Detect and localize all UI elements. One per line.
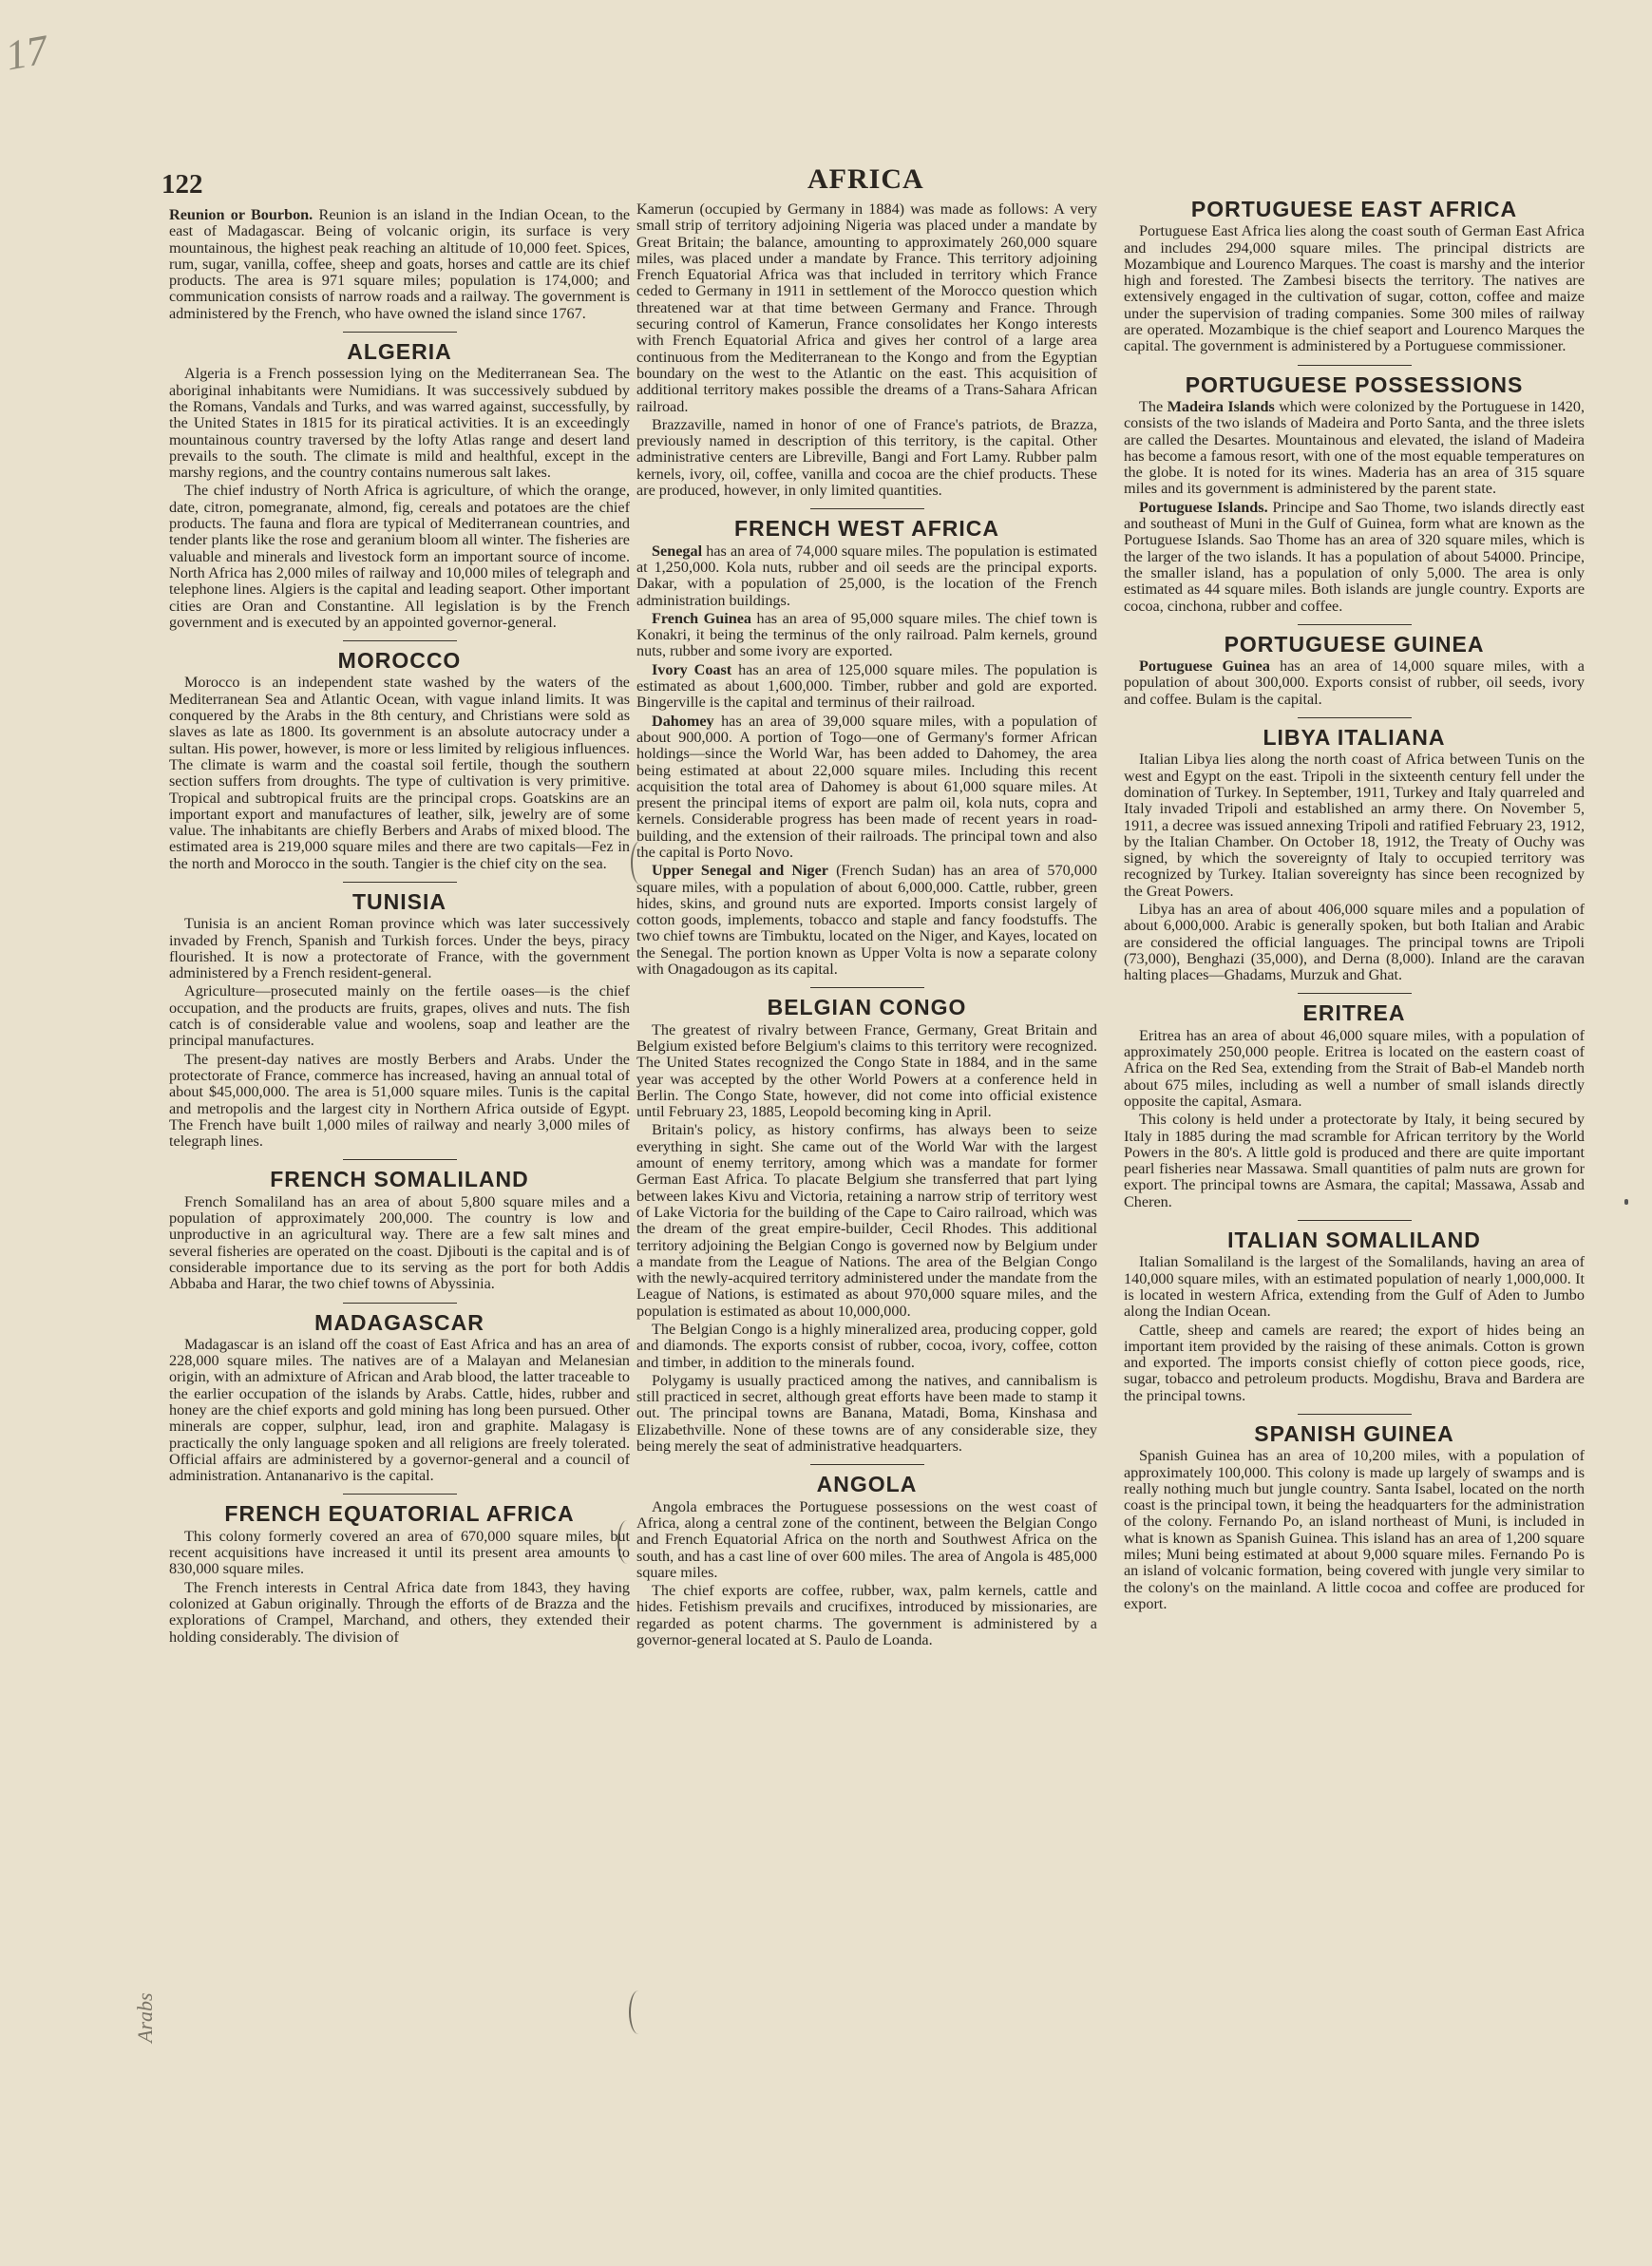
section-rule [1298, 365, 1412, 366]
section-rule [343, 640, 457, 641]
section-rule [1298, 624, 1412, 625]
madeira-pre: The [1139, 397, 1164, 415]
section-rule [1298, 993, 1412, 994]
ivory-coast-lead: Ivory Coast [652, 660, 732, 678]
heading-portuguese-east-africa: PORTUGUESE EAST AFRICA [1190, 197, 1518, 221]
heading-portuguese-possessions: PORTUGUESE POSSESSIONS [1185, 371, 1524, 397]
french-somaliland-p1: French Somaliland has an area of about 5,800 square miles and a population of approximately 200,000. The country is low and unproductive in an agricultural way. There are a few salt mines and several fisheries are operated on the coast. Djibouti is the capital and is of considerable importance due to its serving as the port for both Addis Abbaba and Harar, the two chief towns of Abyssinia. [169, 1192, 630, 1293]
italian-somaliland-p2: Cattle, sheep and camels are reared; the export of hides being an important item provided by the raising of these animals. Cotton is grown and exported. The imports consist chiefly of cotton piece goods, rice, sugar, tobacco and petroleum products. Mogdishu, Brava and Bardera are the principal towns. [1124, 1321, 1585, 1404]
section-rule [1298, 1414, 1412, 1415]
margin-note-arabs: Arabs [133, 1992, 157, 2043]
column-2 [636, 201, 1097, 1650]
eritrea-p1: Eritrea has an area of about 46,000 square miles, with a population of approximately 250,000 people. Eritrea is located on the eastern coast of Africa on the Red Sea, extending from the Strait of Bab-el Mandeb north about 675 miles, including as well a number of small islands directly opposite the capital, Asmara. [1124, 1026, 1585, 1110]
heading-libya-italiana: LIBYA ITALIANA [1263, 725, 1446, 751]
madeira-paragraph [1124, 399, 1585, 498]
dahomey-paragraph [636, 714, 1097, 862]
senegal-paragraph [636, 543, 1097, 609]
portuguese-islands-paragraph [1124, 500, 1585, 615]
column-3 [1124, 190, 1585, 1614]
portuguese-guinea-lead: Portuguese Guinea [1139, 657, 1270, 676]
section-rule [810, 508, 924, 509]
angola-p2: The chief exports are coffee, rubber, wax, palm kernels, cattle and hides. Fetishism prevails and crucifixes, introduced by missionaries, are regarded as potent charms. The government is administered by a governor-general located at S. Paulo de Loanda. [636, 1582, 1097, 1649]
tunisia-p3: The present-day natives are mostly Berbers and Arabs. Under the protectorate of France, commerce has increased, having an annual total of about $45,000,000. The area is 51,000 square miles. Tunis is the capital and metropolis and the largest city in Northern Africa outside of Egypt. The French have built 1,000 miles of railway and nearly 3,000 miles of telegraph lines. [169, 1050, 630, 1151]
heading-belgian-congo: BELGIAN CONGO [767, 995, 967, 1020]
heading-eritrea: ERITREA [1302, 1000, 1406, 1026]
section-rule [343, 882, 457, 883]
heading-french-west-africa: FRENCH WEST AFRICA [733, 516, 1000, 542]
margin-scribble [629, 1990, 648, 2034]
section-rule [343, 332, 457, 333]
kamerun-paragraph: Kamerun (occupied by Germany in 1884) was made as follows: A very small strip of territory adjoining Nigeria was placed under a mandate by Great Britain; the balance, amounting to approximately 260,000 square miles, was placed under a mandate by France. This territory adjoining French Equatorial Africa was that included in territory which France ceded to Germany in 1911 in settlement of the Morocco question which threatened war at that time between Germany and France. Through securing control of Kamerun, France consolidates her Kongo interests with French Equatorial Africa and gives her control of a large area continuous from the Mediterranean to the Kongo and from the Egyptian boundary on the west to the Atlantic on the east. This acquisition of additional territory makes possible the dreams of a Trans-Sahara African railroad. [636, 200, 1097, 415]
heading-portuguese-guinea: PORTUGUESE GUINEA [1224, 631, 1485, 657]
italian-somaliland-p1: Italian Somaliland is the largest of the Somalilands, having an area of 140,000 square miles, with an estimated population of nearly 1,000,000. It is located in western Africa, extending from the Gulf of Aden to Jumbo along the Indian Ocean. [1124, 1253, 1585, 1321]
eritrea-p2: This colony is held under a protectorate by Italy, it being secured by Italy in 1885 during the mad scramble for African territory by the World Powers in the 80's. A little gold is produced and there are quite important pearl fisheries near Massawa. Small quantities of palm nuts are grown for export. The principal towns are Asmara, the capital; Massawa, Assab and Cheren. [1124, 1111, 1585, 1210]
portuguese-east-africa-p1: Portuguese East Africa lies along the coast south of German East Africa and includes 294,000 square miles. The principal districts are Mozambique and Lourenco Marques. The coast is marshy and the interior high and forested. The Zambesi bisects the territory. The natives are extensively engaged in the cultivation of sugar, cotton, coffee and maize under the supervision of trading companies. Some 300 miles of railway are operated. Mozambique is the chief seaport and Lourenco Marques the capital. The government is administered by a Portuguese commissioner. [1124, 222, 1585, 355]
morocco-p1: Morocco is an independent state washed by the waters of the Mediterranean Sea and Atlantic Ocean, with vague inland limits. It was conquered by the Arabs in the 8th century, and Christians were sold as slaves as late as 1800. Its government is an absolute autocracy under a sultan. His power, however, is more or less limited by religious influences. The climate is warm and the coastal soil fertile, though the southern section suffers from droughts. The type of cultivation is very primitive. Tropical and subtropical fruits are the principal crops. Goatskins are an important export and manufactures of leather, silk, jewelry are of some value. The inhabitants are chiefly Berbers and Arabs of mixed blood. The estimated area is 219,000 square miles and there are two capitals—Fez in the north and Morocco in the south. Tangier is the chief city on the sea. [169, 674, 630, 872]
french-guinea-text: has an area of 95,000 square miles. The chief town is Konakri, it being the terminus of the only railroad. Palm kernels, ground nuts, rubber and some ivory are exported. [636, 609, 1098, 660]
section-rule [343, 1494, 457, 1495]
upper-senegal-text: (French Sudan) has an area of 570,000 square miles, with a population of about 6,000,000. Cattle, rubber, green hides, skins, and ground nuts are exported. Imports consist largely of cotton goods, implements, tobacco and staple and fancy foodstuffs. The two chief towns are Timbuktu, located on the Niger, and Kayes, located on the Senegal. The portion known as Upper Volta is now a separate colony with Onagadougon as its capital. [636, 862, 1097, 979]
column-1 [169, 207, 630, 1647]
heading-italian-somaliland: ITALIAN SOMALILAND [1227, 1228, 1481, 1253]
heading-french-equatorial: FRENCH EQUATORIAL AFRICA [224, 1501, 575, 1527]
madeira-lead: Madeira Islands [1167, 397, 1275, 415]
belgian-congo-p4: Polygamy is usually practiced among the natives, and cannibalism is still practiced in secret, although great efforts have been made to stamp it out. The principal towns are Banana, Matadi, Boma, Kinshasa and Elizabethville. None of these towns are of any considerable size, they being merely the seat of administrative headquarters. [636, 1371, 1097, 1456]
heading-tunisia: TUNISIA [352, 888, 446, 914]
section-rule [1298, 717, 1412, 718]
heading-angola: ANGOLA [816, 1472, 918, 1497]
heading-french-somaliland: FRENCH SOMALILAND [270, 1167, 529, 1192]
tunisia-p2: Agriculture—prosecuted mainly on the fertile oases—is the chief occupation, and the products are fruits, grapes, olives and nuts. The fish catch is of considerable value and woolens, soap and leather are the principal manufactures. [169, 982, 630, 1050]
heading-morocco: MOROCCO [337, 648, 462, 674]
portuguese-guinea-paragraph [1124, 658, 1585, 708]
stray-mark [1624, 1199, 1628, 1205]
upper-senegal-lead: Upper Senegal and Niger [652, 862, 828, 880]
belgian-congo-p3: The Belgian Congo is a highly mineralized area, producing copper, gold and diamonds. The exports consist of rubber, cocoa, ivory, coffee, cotton and timber, in addition to the minerals found. [636, 1321, 1097, 1371]
ivory-coast-text: has an area of 125,000 square miles. The population is estimated as about 1,600,000. Timber, rubber and gold are exported. Bingerville is the capital and terminus of their railroad. [636, 660, 1098, 712]
madagascar-p1: Madagascar is an island off the coast of East Africa and has an area of 228,000 square miles. The natives are of a Malayan and Melanesian origin, with an admixture of African and Arab blood, the latter traceable to the earlier occupation of the islands by Arabs. Cattle, hides, rubber and honey are the chief exports and gold mining has long been pursued. Other minerals are copper, sulphur, lead, iron and graphite. Malagasy is practically the only language spoken and all religions are freely tolerated. Official affairs are administered by a governor-general and a council of administration. Antananarivo is the capital. [169, 1335, 630, 1485]
section-rule [810, 1464, 924, 1465]
dahomey-text: has an area of 39,000 square miles, with a population of about 900,000. A portion of Togo—one of Germany's former African holdings—since the World War, has been added to Dahomey, the area being estimated at about 22,000 square miles. Including this recent acquisition the total area of Dahomey is about 61,000 square miles. At present the principal items of export are palm oil, kola nuts, copra and kernels. Considerable progress has been made of recent years in road-building, and the extension of their railroads. The principal town and also the capital is Porto Novo. [636, 712, 1098, 861]
portuguese-islands-text: Principe and Sao Thome, two islands directly east and southeast of Muni in the Gulf of Guinea, form what are known as the Portuguese Islands. Sao Thome has an area of 320 square miles, which is the larger of the two islands. It has a population of about 54000. Principe, the smaller island, has a population of only 5,000. The area is only estimated as 44 square miles. Both islands are jungle country. Exports are cocoa, cinchona, rubber and coffee. [1124, 498, 1586, 615]
belgian-congo-p1: The greatest of rivalry between France, Germany, Great Britain and Belgium existed before Belgium's claims to this territory were recognized. The United States recognized the Congo State in 1884, and in the same year was accepted by the other World Powers at a conference held in Berlin. The Congo State, however, did not come into official existence until February 23, 1885, Leopold becoming king in April. [636, 1020, 1097, 1121]
section-rule [343, 1159, 457, 1160]
reunion-text: Reunion is an island in the Indian Ocean, to the east of Madagascar. Being of volcanic origin, its surface is very mountainous, the highest peak reaching an altitude of 10,000 feet. Spices, rum, sugar, vanilla, coffee, sheep and goats, horses and cattle are its chief products. The area is 971 square miles; population is 174,000; and communication consists of narrow roads and a railway. The government is administered by the French, who have owned the island since 1767. [169, 206, 631, 322]
senegal-text: has an area of 74,000 square miles. The population is estimated at 1,250,000. Kola nuts, rubber and oil seeds are the principal exports. Dakar, with a population of 25,000, is the location of the French administration buildings. [636, 542, 1098, 609]
heading-spanish-guinea: SPANISH GUINEA [1254, 1421, 1454, 1446]
belgian-congo-p2: Britain's policy, as history confirms, has always been to seize everything in sight. She came out of the World War with the largest amount of enemy territory, among which was a mandate for former German East Africa. To placate Belgium she transferred that part lying between lakes Kivu and Victoria, retaining a narrow strip of territory west of Lake Victoria for the building of the Cape to Cairo railroad, which was the dream of the great empire-builder, Cecil Rhodes. This additional territory adjoining the Belgian Congo is governed now by Belgium under a mandate from the League of Nations. The area of the Belgian Congo with the newly-acquired territory administered under the mandate from the League of Nations, is estimated as about 970,000 square miles, and the population is estimated as about 10,000,000. [636, 1121, 1098, 1320]
senegal-lead: Senegal [652, 542, 703, 560]
ivory-coast-paragraph [636, 662, 1097, 712]
corner-mark: 17 [2, 26, 51, 80]
heading-algeria: ALGERIA [347, 339, 452, 365]
brazzaville-paragraph: Brazzaville, named in honor of one of France's patriots, de Brazza, previously named in description of this territory, is the capital. Other administrative centers are Libreville, Bangi and Fort Lamy. Rubber palm kernels, ivory, oil, coffee, vanilla and cocoa are the chief products. These are produced, however, in only limited quantities. [636, 415, 1097, 500]
french-guinea-paragraph [636, 611, 1097, 660]
section-rule [810, 987, 924, 988]
reunion-paragraph [169, 207, 630, 322]
running-head: AFRICA [807, 163, 924, 195]
dahomey-lead: Dahomey [652, 712, 714, 730]
section-rule [1298, 1220, 1412, 1221]
portuguese-guinea-text: has an area of 14,000 square miles, with a population of about 300,000. Exports consist of rubber, oil seeds, ivory and coffee. Bulam is the capital. [1124, 657, 1585, 708]
section-rule [343, 1303, 457, 1304]
angola-p1: Angola embraces the Portuguese possessions on the west coast of Africa, along a central zone of the continent, between the Belgian Congo and French Equatorial Africa on the north and Southwest Africa on the south, and has a cast line of over 600 miles. The area of Angola is 485,000 square miles. [636, 1497, 1097, 1581]
tunisia-p1: Tunisia is an ancient Roman province which was later successively invaded by French, Spanish and Turkish forces. Under the beys, piracy flourished. It is now a protectorate of France, with the government administered by a French resident-general. [169, 915, 630, 982]
libya-p1: Italian Libya lies along the north coast of Africa between Tunis on the west and Egypt on the east. Tripoli in the sixteenth century fell under the domination of Turkey. In September, 1911, Turkey and Italy quarreled and Italy invaded Tripoli and established an army there. On November 5, 1911, a decree was issued annexing Tripoli and ratified February 23, 1912, by the Italian Chamber. On October 18, 1912, the Treaty of Ouchy was signed, by which the sovereignty of Italy to occupied territory was recognized by Turkey. Italian sovereignty has since been recognized by the Great Powers. [1124, 751, 1585, 900]
madeira-text: which were colonized by the Portuguese in 1420, consists of the two islands of Madeira and Porto Santa, and the three islets are called the Desartes. Mountainous and elevated, the island of Madeira has become a famous resort, with one of the most equable temperatures on the globe. It is noted for its wines. Maderia has an area of 315 square miles and its government is administered by the parent state. [1124, 397, 1585, 498]
french-equatorial-p1: This colony formerly covered an area of 670,000 square miles, but recent acquisitions have increased it until its present area amounts to 830,000 square miles. [169, 1527, 630, 1578]
libya-p2: Libya has an area of about 406,000 square miles and a population of about 6,000,000. Arabic is generally spoken, but both Italian and Arabic are considered the official languages. The principal towns are Tripoli (73,000), Benghazi (35,000), and Derna (8,000). Inland are the caravan halting places—Ghadams, Murzuk and Ghat. [1124, 900, 1585, 984]
portuguese-islands-lead: Portuguese Islands. [1139, 498, 1268, 516]
page-number: 122 [161, 169, 203, 200]
algeria-p1: Algeria is a French possession lying on the Mediterranean Sea. The aboriginal inhabitants were Numidians. It was successively subdued by the Romans, Vandals and Turks, and was warred against, successfully, by the United States in 1815 for its piratical activities. It is an exceedingly mountainous country traversed by the lofty Atlas range and desert land prevails to the south. The climate is mild and healthful, except in the marshy regions, and the country contains numerous salt lakes. [169, 365, 630, 482]
algeria-p2: The chief industry of North Africa is agriculture, of which the orange, date, citron, pomegranate, almond, fig, cereals and potatoes are the chief products. The fauna and flora are typical of Mediterranean countries, and tender plants like the rose and geranium bloom all winter. The fisheries are valuable and minerals and livestock form an important source of income. North Africa has 2,000 miles of railway and 10,000 miles of telegraph and telephone lines. Algiers is the capital and leading seaport. Other important cities are Oran and Constantine. All legislation is by the French government and is executed by an appointed governor-general. [169, 482, 630, 631]
french-equatorial-p2: The French interests in Central Africa date from 1843, they having colonized at Gabun originally. Through the efforts of de Brazza and the explorations of Crampel, Marchand, and others, they extended their holding considerably. The division of [169, 1578, 630, 1646]
reunion-lead: Reunion or Bourbon. [169, 206, 313, 223]
french-guinea-lead: French Guinea [652, 609, 752, 627]
heading-madagascar: MADAGASCAR [314, 1309, 484, 1335]
upper-senegal-paragraph [636, 863, 1097, 978]
spanish-guinea-p1: Spanish Guinea has an area of 10,200 miles, with a population of approximately 100,000. This colony is made up largely of swamps and is really nothing much but jungle country. Santa Isabel, located on the north coast is the principal town, it being the headquarters for the administration of the colony. Fernando Po, an island northeast of Muni, is included in what is known as Spanish Guinea. This island has an area of 1,200 square miles; Muni being estimated at about 9,000 square miles. Fernando Po is an island of volcanic formation, being covered with jungle very similar to the colony's on the mainland. A little cocoa and coffee are produced for export. [1124, 1447, 1585, 1612]
